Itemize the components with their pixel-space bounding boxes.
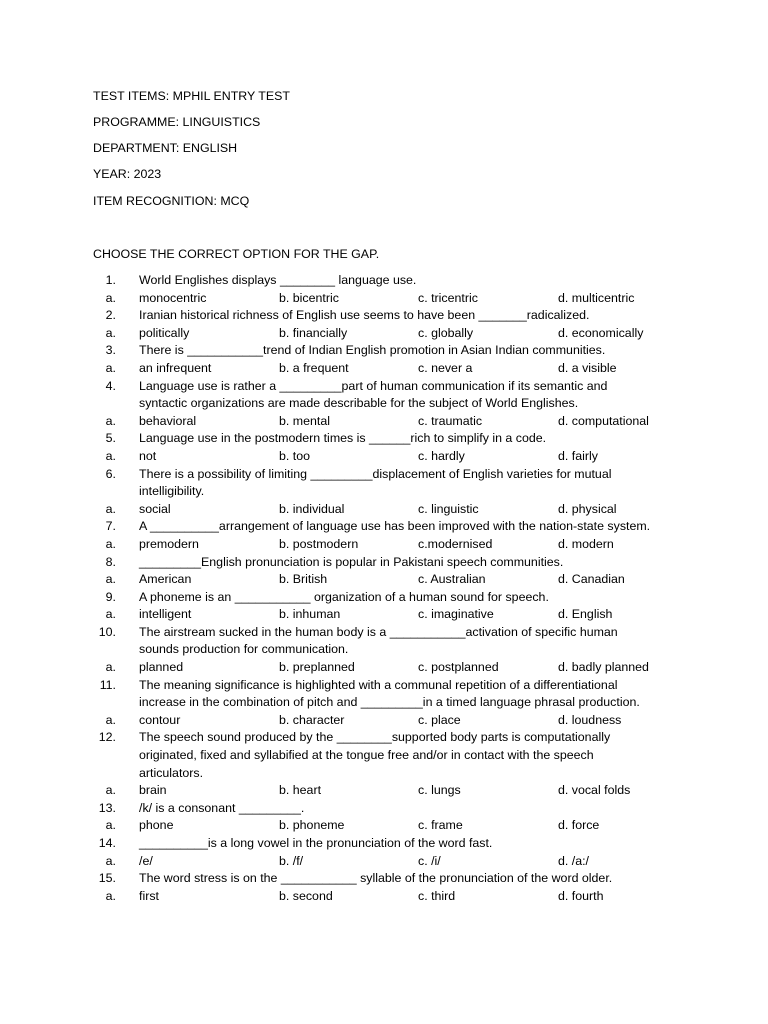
question-line — [93, 554, 693, 572]
option-a: phone — [139, 818, 174, 833]
question-number: 1. — [105, 273, 116, 287]
question-text: increase in the combination of pitch and _________in a timed language phrasal production. — [139, 695, 640, 710]
option-a: social — [139, 501, 171, 516]
question-number: 4. — [105, 378, 116, 393]
question-text: /k/ is a consonant _________. — [139, 800, 305, 815]
options-row — [93, 360, 693, 378]
option-a: American — [139, 572, 192, 587]
options-row — [93, 536, 693, 554]
question-item — [93, 554, 693, 589]
question-line — [93, 272, 693, 290]
option-d: d. fairly — [558, 448, 598, 463]
option-c: c. frame — [418, 818, 463, 833]
option-letter: a. — [105, 712, 116, 727]
question-text: There is a possibility of limiting _________displacement of English varieties for mutual — [139, 466, 612, 481]
option-letter: a. — [105, 853, 116, 868]
option-letter: a. — [105, 325, 116, 340]
options-row — [93, 712, 693, 730]
option-letter: a. — [105, 572, 116, 587]
question-item — [93, 677, 693, 730]
question-item — [93, 624, 693, 677]
option-letter: a. — [105, 290, 116, 305]
options-row — [93, 606, 693, 624]
options-row — [93, 325, 693, 343]
question-text: A __________arrangement of language use has been improved with the nation-state system. — [139, 519, 651, 534]
option-a: contour — [139, 712, 181, 727]
option-a: monocentric — [139, 290, 207, 305]
option-letter: a. — [105, 413, 116, 428]
question-number: 10. — [98, 624, 116, 639]
year-line: YEAR: 2023 — [93, 167, 162, 181]
question-line — [93, 342, 693, 360]
option-a: intelligent — [139, 607, 192, 622]
question-item — [93, 800, 693, 835]
option-b: b. phoneme — [279, 818, 345, 833]
option-d: d. loudness — [558, 712, 622, 727]
options-row — [93, 659, 693, 677]
option-b: b. individual — [279, 501, 345, 516]
option-a: an infrequent — [139, 360, 212, 375]
question-text: articulators. — [139, 765, 204, 780]
option-letter: a. — [105, 448, 116, 463]
question-text: Language use in the postmodern times is ______rich to simplify in a code. — [139, 431, 547, 446]
question-line — [93, 518, 693, 536]
question-item — [93, 466, 693, 519]
question-text: The word stress is on the ___________ syllable of the pronunciation of the word older. — [139, 871, 613, 886]
options-row — [93, 817, 693, 835]
option-c: c.modernised — [418, 536, 493, 551]
question-text: The airstream sucked in the human body is a ___________activation of specific human — [139, 624, 618, 639]
question-line — [93, 307, 693, 325]
option-c: c. imaginative — [418, 607, 494, 622]
question-line — [93, 765, 693, 783]
option-b: b. preplanned — [279, 660, 355, 675]
option-b: b. mental — [279, 413, 330, 428]
option-b: b. too — [279, 448, 311, 463]
question-number: 5. — [105, 431, 116, 446]
question-text: Iranian historical richness of English use seems to have been _______radicalized. — [139, 308, 590, 323]
option-letter: a. — [105, 536, 116, 551]
question-number: 2. — [105, 308, 116, 323]
question-text: intelligibility. — [139, 484, 205, 499]
question-line — [93, 729, 693, 747]
option-a: /e/ — [139, 853, 153, 868]
option-b: b. British — [279, 572, 328, 587]
instruction: CHOOSE THE CORRECT OPTION FOR THE GAP. — [93, 247, 380, 261]
option-d: d. /a:/ — [558, 853, 589, 868]
question-item — [93, 729, 693, 799]
option-d: d. fourth — [558, 888, 604, 903]
options-row — [93, 290, 693, 308]
option-letter: a. — [105, 607, 116, 622]
option-d: d. English — [558, 607, 613, 622]
option-d: d. force — [558, 818, 600, 833]
options-row — [93, 448, 693, 466]
option-d: d. a visible — [558, 360, 617, 375]
question-number: 7. — [105, 519, 116, 534]
question-line — [93, 589, 693, 607]
options-row — [93, 413, 693, 431]
option-letter: a. — [105, 501, 116, 516]
option-letter: a. — [105, 660, 116, 675]
question-line — [93, 466, 693, 484]
option-b: b. financially — [279, 325, 348, 340]
question-line — [93, 835, 693, 853]
question-line — [93, 430, 693, 448]
option-b: b. /f/ — [279, 853, 304, 868]
question-number: 14. — [98, 836, 116, 850]
question-text: Language use is rather a _________part of human communication if its semantic and — [139, 378, 608, 393]
options-row — [93, 501, 693, 519]
option-a: premodern — [139, 536, 199, 551]
question-item — [93, 870, 693, 905]
question-line — [93, 747, 693, 765]
item-recognition-line: ITEM RECOGNITION: MCQ — [93, 194, 250, 208]
option-d: d. economically — [558, 325, 644, 340]
options-row — [93, 853, 693, 871]
question-line — [93, 870, 693, 888]
option-d: d. multicentric — [558, 290, 635, 305]
option-a: politically — [139, 325, 190, 340]
option-letter: a. — [105, 783, 116, 798]
option-b: b. second — [279, 888, 333, 903]
option-d: d. computational — [558, 413, 649, 428]
option-c: c. globally — [418, 325, 474, 340]
option-c: c. /i/ — [418, 853, 441, 868]
option-letter: a. — [105, 888, 116, 903]
question-text: The meaning significance is highlighted with a communal repetition of a differentiational — [139, 677, 618, 692]
option-c: c. third — [418, 888, 456, 903]
option-a: brain — [139, 783, 167, 798]
option-b: b. heart — [279, 783, 322, 798]
options-row — [93, 571, 693, 589]
option-c: c. hardly — [418, 448, 465, 463]
option-a: planned — [139, 660, 184, 675]
question-line — [93, 624, 693, 642]
option-b: b. postmodern — [279, 536, 359, 551]
question-item — [93, 272, 693, 307]
department-line: DEPARTMENT: ENGLISH — [93, 141, 238, 155]
question-text: originated, fixed and syllabified at the tongue free and/or in contact with the speech — [139, 748, 594, 763]
option-letter: a. — [105, 360, 116, 375]
question-text: The speech sound produced by the ________supported body parts is computationally — [139, 730, 611, 745]
question-number: 12. — [98, 730, 116, 745]
question-text: sounds production for communication. — [139, 642, 349, 657]
option-b: b. inhuman — [279, 607, 341, 622]
question-text: _________English pronunciation is popular in Pakistani speech communities. — [139, 554, 564, 569]
question-line — [93, 483, 693, 501]
question-number: 8. — [105, 554, 116, 569]
option-letter: a. — [105, 818, 116, 833]
question-text: World Englishes displays ________ language use. — [139, 273, 417, 287]
options-row — [93, 888, 693, 906]
option-d: d. physical — [558, 501, 617, 516]
question-line — [93, 677, 693, 695]
question-list — [93, 272, 693, 905]
question-number: 9. — [105, 589, 116, 604]
question-number: 6. — [105, 466, 116, 481]
option-a: behavioral — [139, 413, 197, 428]
question-item — [93, 378, 693, 431]
question-number: 3. — [105, 343, 116, 358]
question-item — [93, 342, 693, 377]
question-number: 11. — [99, 677, 116, 692]
option-c: c. traumatic — [418, 413, 483, 428]
option-c: c. lungs — [418, 783, 461, 798]
question-text: There is ___________trend of Indian English promotion in Asian Indian communities. — [139, 343, 606, 358]
option-c: c. place — [418, 712, 461, 727]
option-c: c. postplanned — [418, 660, 499, 675]
option-c: c. tricentric — [418, 290, 478, 305]
option-b: b. bicentric — [279, 290, 339, 305]
options-row — [93, 782, 693, 800]
question-item — [93, 835, 693, 870]
option-c: c. linguistic — [418, 501, 479, 516]
test-items-line: TEST ITEMS: MPHIL ENTRY TEST — [93, 89, 290, 103]
question-text: __________is a long vowel in the pronunciation of the word fast. — [139, 836, 493, 850]
question-number: 13. — [98, 800, 116, 815]
question-text: syntactic organizations are made describable for the subject of World Englishes. — [139, 396, 579, 411]
option-b: b. character — [279, 712, 345, 727]
question-text: A phoneme is an ___________ organization of a human sound for speech. — [139, 589, 549, 604]
option-d: d. modern — [558, 536, 614, 551]
question-line — [93, 641, 693, 659]
question-item — [93, 589, 693, 624]
option-a: first — [139, 888, 159, 903]
question-item — [93, 430, 693, 465]
programme-line: PROGRAMME: LINGUISTICS — [93, 115, 261, 129]
question-number: 15. — [98, 871, 116, 886]
question-item — [93, 307, 693, 342]
option-c: c. never a — [418, 360, 473, 375]
option-a: not — [139, 448, 157, 463]
option-b: b. a frequent — [279, 360, 349, 375]
question-item — [93, 518, 693, 553]
option-d: d. badly planned — [558, 660, 649, 675]
question-line — [93, 694, 693, 712]
question-line — [93, 378, 693, 396]
question-line — [93, 395, 693, 413]
option-c: c. Australian — [418, 572, 486, 587]
option-d: d. Canadian — [558, 572, 625, 587]
question-line — [93, 800, 693, 818]
option-d: d. vocal folds — [558, 783, 631, 798]
